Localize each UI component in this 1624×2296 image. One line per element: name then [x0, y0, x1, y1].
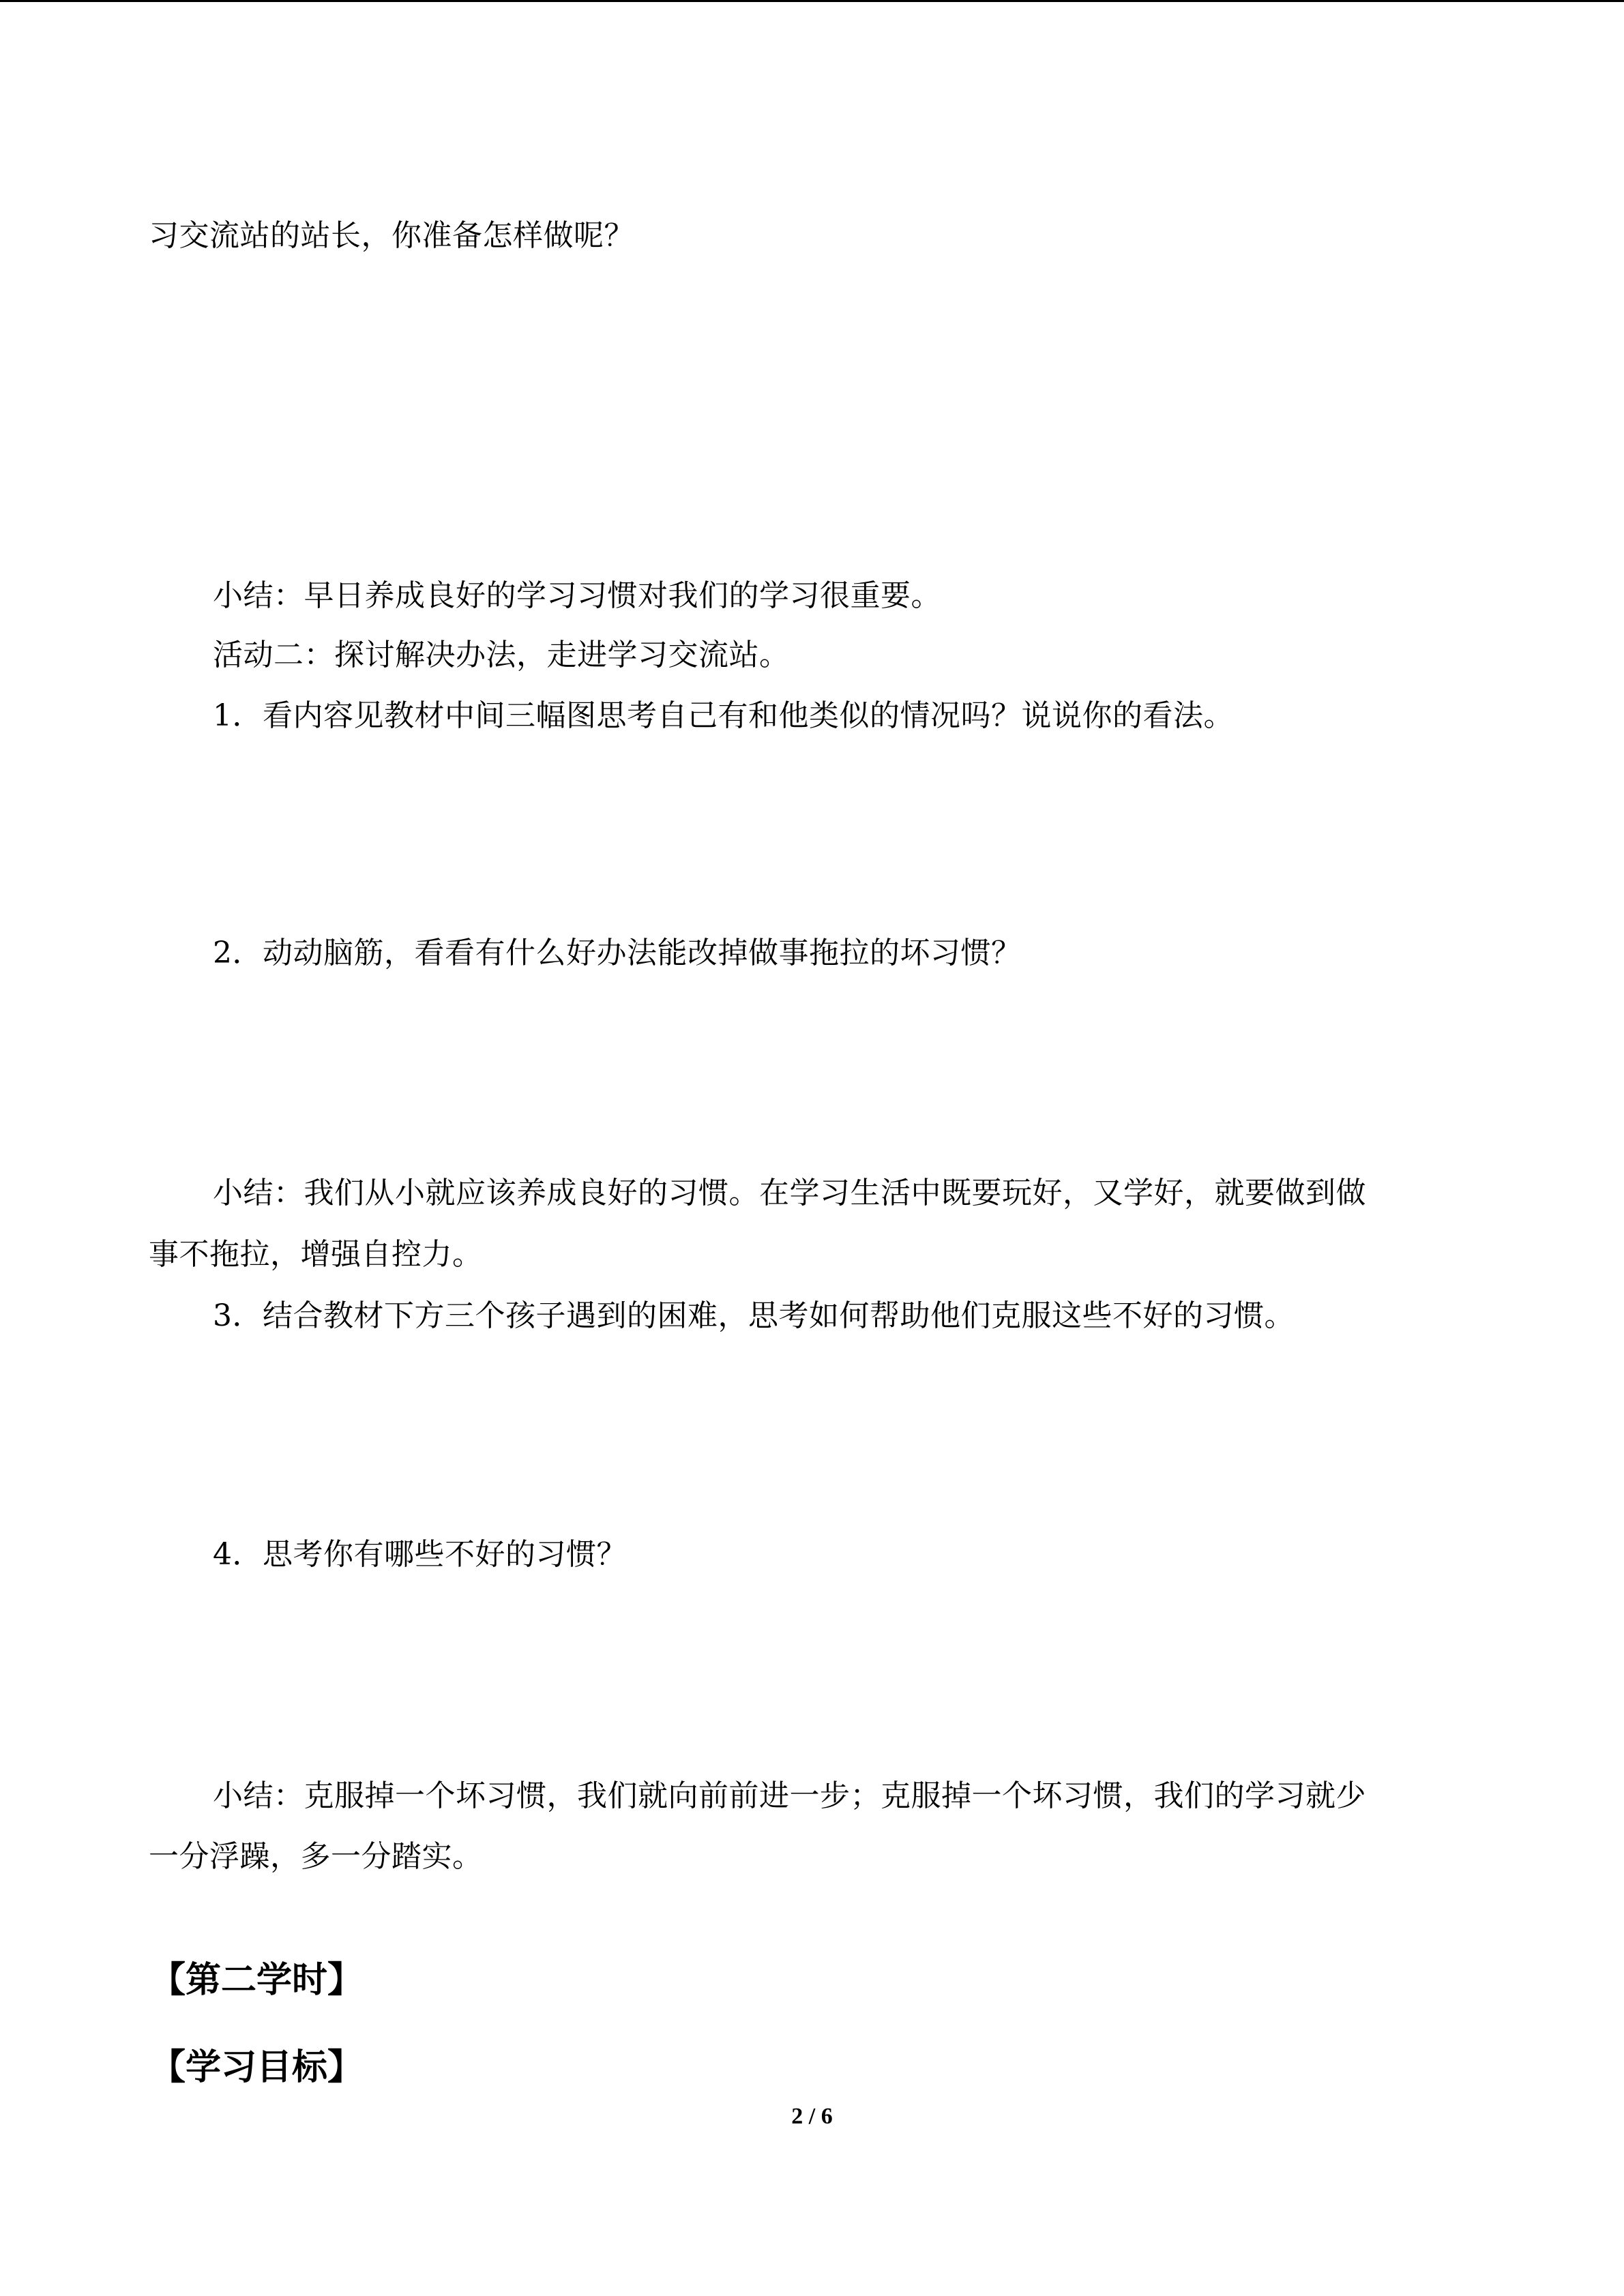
question-1: 1．看内容见教材中间三幅图思考自己有和他类似的情况吗？说说你的看法。	[213, 698, 1234, 733]
summary-2-line-1: 小结：我们从小就应该养成良好的习惯。在学习生活中既要玩好，又学好，就要做到做	[213, 1176, 1366, 1210]
question-2: 2．动动脑筋，看看有什么好办法能改掉做事拖拉的坏习惯？	[213, 936, 1022, 970]
summary-1: 小结：早日养成良好的学习习惯对我们的学习很重要。	[213, 578, 941, 613]
summary-3-line-2: 一分浮躁，多一分踏实。	[149, 1839, 483, 1874]
summary-3-line-1: 小结：克服掉一个坏习惯，我们就向前前进一步；克服掉一个坏习惯，我们的学习就少	[213, 1778, 1366, 1813]
activity-2-title: 活动二：探讨解决办法，走进学习交流站。	[213, 638, 790, 672]
section-heading-learning-goals: 【学习目标】	[150, 2047, 364, 2088]
question-4: 4．思考你有哪些不好的习惯？	[213, 1537, 627, 1572]
text-line: 习交流站的站长，你准备怎样做呢？	[149, 218, 634, 253]
summary-2-line-2: 事不拖拉，增强自控力。	[149, 1237, 483, 1272]
section-heading-second-lesson: 【第二学时】	[150, 1960, 364, 2001]
page-top-border	[0, 0, 1624, 2]
question-3: 3．结合教材下方三个孩子遇到的困难，思考如何帮助他们克服这些不好的习惯。	[213, 1298, 1295, 1333]
page-number: 2 / 6	[791, 2104, 833, 2129]
